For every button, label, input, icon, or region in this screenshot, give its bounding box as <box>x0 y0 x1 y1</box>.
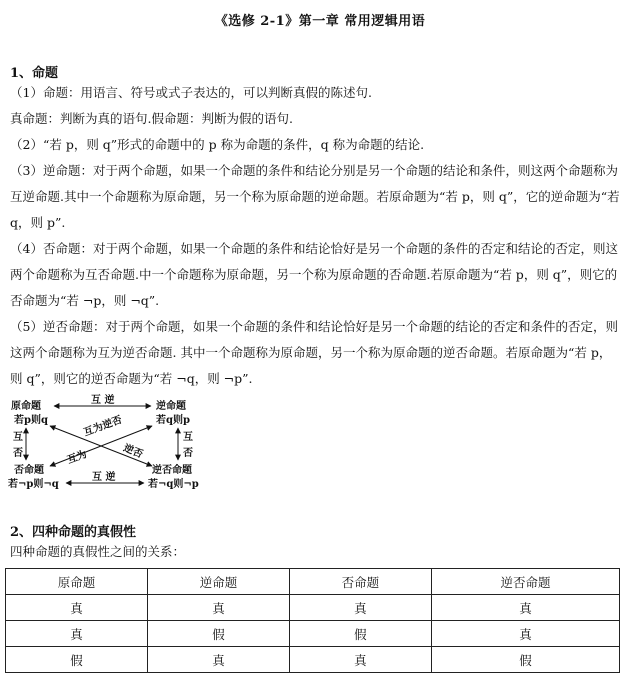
diagonal-label-2b: 逆否 <box>121 442 145 461</box>
table-header-cell: 逆否命题 <box>431 569 619 595</box>
table-cell: 真 <box>289 595 431 621</box>
page-title: 《选修 2-1》第一章 常用逻辑用语 <box>214 14 426 29</box>
table-row <box>6 595 620 621</box>
table-header-row <box>6 569 620 595</box>
left-relation-label-1: 互 <box>13 432 23 443</box>
section-heading-propositions: 1、命题 <box>10 66 59 81</box>
converse-proposition-form: 若q则p <box>156 415 190 426</box>
section-heading-truth: 2、四种命题的真假性 <box>10 525 137 540</box>
paragraph-line: 否命题为“若 ¬p，则 ¬q”. <box>10 293 160 308</box>
bottom-relation-label: 互 逆 <box>92 472 116 483</box>
truth-table <box>5 568 620 673</box>
section-intro-truth <box>10 540 630 564</box>
right-relation-label-2: 否 <box>183 448 193 459</box>
table-cell: 假 <box>431 647 619 673</box>
converse-proposition-name: 逆命题 <box>156 401 186 412</box>
diagonal-label-1: 互为逆否 <box>82 414 124 439</box>
paragraph-line: q，则 p”. <box>10 215 66 230</box>
four-propositions-diagram <box>6 396 216 496</box>
paragraph-line: （2）“若 p，则 q”形式的命题中的 p 称为命题的条件，q 称为命题的结论. <box>10 137 425 152</box>
table-cell: 真 <box>147 595 289 621</box>
top-relation-label: 互 逆 <box>91 395 115 406</box>
right-relation-label-1: 互 <box>183 432 193 443</box>
table-cell: 真 <box>6 621 148 647</box>
diagonal-label-2a: 互为 <box>65 449 89 467</box>
table-header-cell: 原命题 <box>6 569 148 595</box>
paragraph-line: （4）否命题：对于两个命题，如果一个命题的条件和结论恰好是另一个命题的条件的否定和结论的否定，则这 <box>10 241 618 256</box>
table-header-cell: 否命题 <box>289 569 431 595</box>
table-cell: 真 <box>147 647 289 673</box>
section-body-propositions <box>10 80 630 392</box>
table-cell: 假 <box>6 647 148 673</box>
table-cell: 真 <box>431 595 619 621</box>
table-cell: 真 <box>6 595 148 621</box>
table-cell: 真 <box>289 647 431 673</box>
original-proposition-name: 原命题 <box>11 401 41 412</box>
paragraph-line: （5）逆否命题：对于两个命题，如果一个命题的条件和结论恰好是另一个命题的结论的否定和条件的否定，则 <box>10 319 618 334</box>
table-header-cell: 逆命题 <box>147 569 289 595</box>
paragraph-line: 真命题：判断为真的语句.假命题：判断为假的语句. <box>10 111 293 126</box>
contrapositive-proposition-form: 若¬q则¬p <box>148 479 199 490</box>
table-cell: 真 <box>431 621 619 647</box>
original-proposition-form: 若p则q <box>14 415 48 426</box>
relation-diagram-svg <box>6 396 216 496</box>
table-row <box>6 621 620 647</box>
paragraph-line: （1）命题：用语言、符号或式子表达的，可以判断真假的陈述句. <box>10 85 372 100</box>
inverse-proposition-name: 否命题 <box>14 465 44 476</box>
contrapositive-proposition-name: 逆否命题 <box>152 465 192 476</box>
intro-line: 四种命题的真假性之间的关系： <box>10 544 186 559</box>
paragraph-line: 互逆命题.其中一个命题称为原命题，另一个称为原命题的逆命题。若原命题为“若 p，则 q”，它的逆命题为“若 <box>10 189 620 204</box>
paragraph-line: 则 q”，则它的逆否命题为“若 ¬q，则 ¬p”. <box>10 371 253 386</box>
table-cell: 假 <box>289 621 431 647</box>
table-row <box>6 647 620 673</box>
inverse-proposition-form: 若¬p则¬q <box>8 479 59 490</box>
left-relation-label-2: 否 <box>13 448 23 459</box>
paragraph-line: 这两个命题称为互为逆否命题. 其中一个命题称为原命题，另一个称为原命题的逆否命题。若原命题为“若 p， <box>10 345 612 360</box>
paragraph-line: （3）逆命题：对于两个命题，如果一个命题的条件和结论分别是另一个命题的结论和条件，则这两个命题称为 <box>10 163 618 178</box>
table-cell: 假 <box>147 621 289 647</box>
paragraph-line: 两个命题称为互否命题.中一个命题称为原命题，另一个称为原命题的否命题.若原命题为“若 p，则 q”，则它的 <box>10 267 618 282</box>
